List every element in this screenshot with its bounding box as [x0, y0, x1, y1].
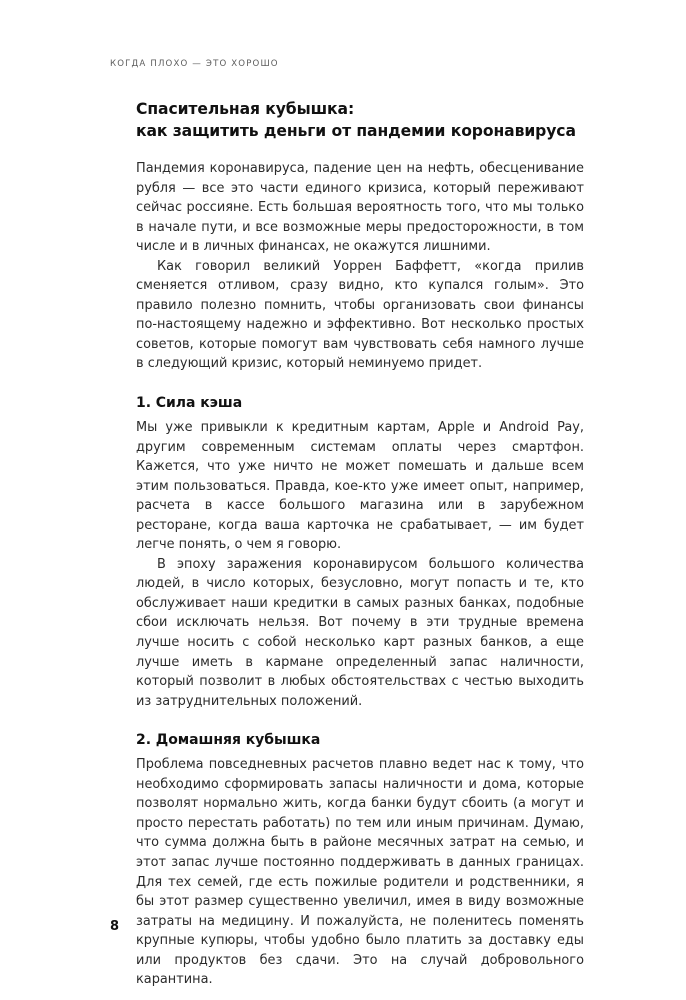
article-title-line-2: как защитить деньги от пандемии коронавируса [136, 121, 576, 140]
section-2-paragraph-1: Проблема повседневных расчетов плавно ведет нас к тому, что необходимо сформировать запасы наличности и дома, которые позволят нормально жить, когда банки будут сбоить (а могут и просто перестать работать) по тем или иным причинам. Думаю, что сумма должна быть в районе месячных затрат на семью, и этот запас лучше постоянно поддерживать в данных границах. Для тех семей, где есть пожилые родители и родственники, я бы этот размер существенно увеличил, имея в виду возможные затраты на медицину. И пожалуйста, не поленитесь поменять крупные купюры, чтобы удобно было платить за доставку еды или продуктов без сдачи. Это на случай добровольного карантина. [136, 757, 584, 988]
section-heading-2: 2. Домашняя кубышка [136, 732, 321, 749]
section-1-paragraph-2: В эпоху заражения коронавирусом большого количества людей, в число которых, безусловно, могут попасть и те, кто обслуживает наши кредитки в самых разных банках, подобные сбои исключать нельзя. Вот почему в эти трудные времена лучше носить с собой несколько карт разных банков, а еще лучше иметь в кармане определенный запас наличности, который позволит в любых обстоятельствах с честью выходить из затруднительных положений. [136, 556, 584, 709]
intro-paragraph-1: Пандемия коронавируса, падение цен на нефть, обесценивание рубля — все это части единого кризиса, который переживают сейчас россияне. Есть большая вероятность того, что мы только в начале пути, и все возможные меры предосторожности, в том числе и в личных финансах, не окажутся лишними. [136, 161, 584, 255]
section-heading-1: 1. Сила кэша [136, 395, 243, 412]
section-1-paragraph-1: Мы уже привыкли к кредитным картам, Apple и Android Pay, другим современным системам оплаты через смартфон. Кажется, что уже ничто не может помешать и дальше всем этим пользоваться. Правда, кое-кто уже имеет опыт, например, расчета в кассе большого магазина или в зарубежном ресторане, когда ваша карточка не срабатывает, — им будет легче понять, о чем я говорю. [136, 420, 584, 553]
article-title [136, 99, 584, 142]
article-title-line-1: Спасительная кубышка: [136, 100, 355, 118]
running-head: КОГДА ПЛОХО — ЭТО ХОРОШО [110, 59, 279, 69]
article-content [136, 99, 584, 990]
page-number: 8 [110, 919, 120, 934]
intro-paragraph-2: Как говорил великий Уоррен Баффетт, «когда прилив сменяется отливом, сразу видно, кто купался голым». Это правило полезно помнить, чтобы организовать свои финансы по-настоящему надежно и эффективно. Вот несколько простых советов, которые помогут вам чувствовать себя намного лучше в следующий кризис, который неминуемо придет. [136, 258, 584, 372]
